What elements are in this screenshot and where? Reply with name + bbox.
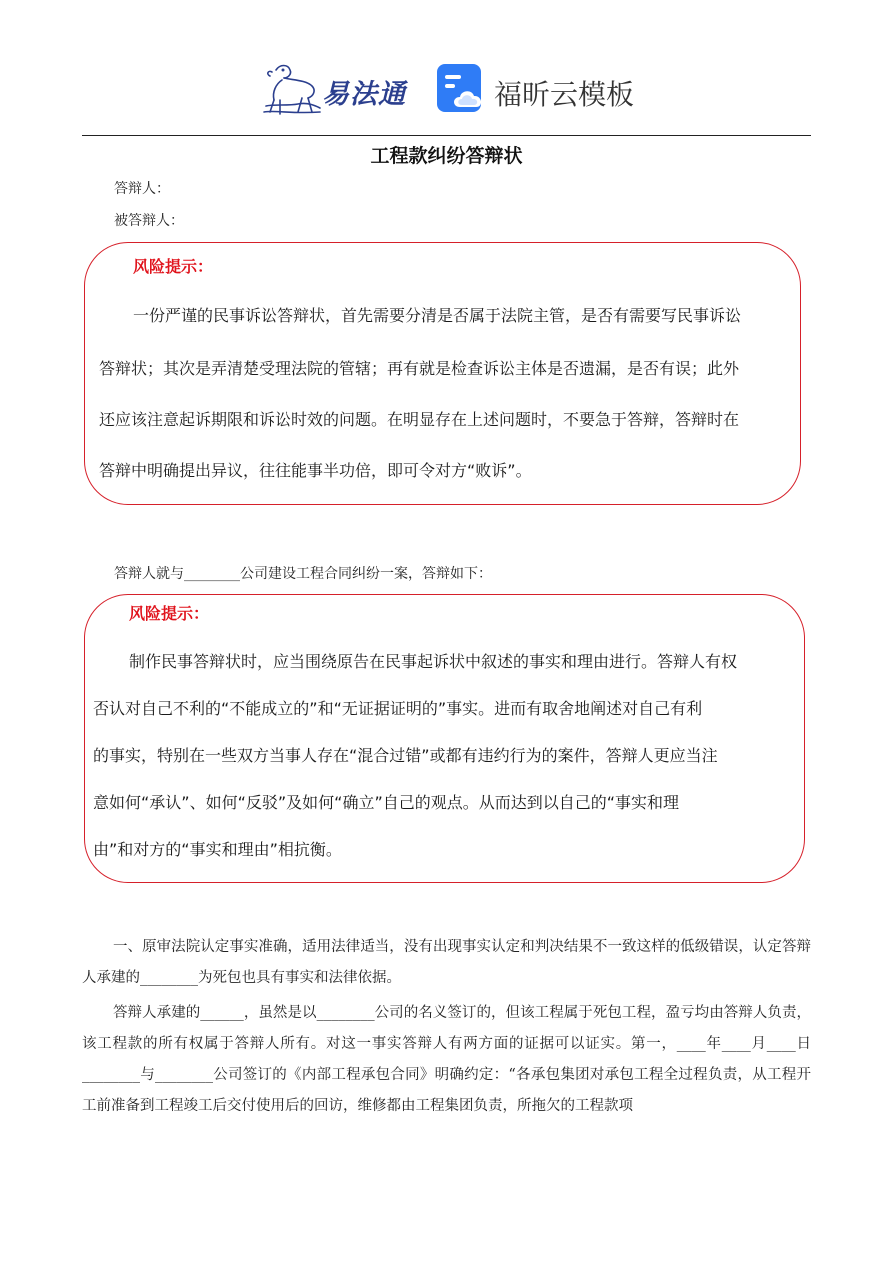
logo-left-text: 易法通 <box>322 79 406 110</box>
claimant-label: 被答辩人： <box>114 213 184 229</box>
header-divider <box>82 135 811 136</box>
body-paragraph-2: 答辩人承建的______，虽然是以________公司的名义签订的，但该工程属于死包工程，盈亏均由答辩人负责，该工程款的所有权属于答辩人所有。对这一事实答辩人有两方面的证据可以证实。第一，____年____月____日________与________公司签订的《内部工程承包合同》明确约定：“各承包集团对承包工程全过程负责，从工程开工前准备到工程竣工后交付使用后的回访，维修都由工程集团负责，所拖欠的工程款项 <box>82 1005 811 1114</box>
document-title: 工程款纠纷答辩状 <box>370 145 523 167</box>
body-paragraph-1: 一、原审法院认定事实准确，适用法律适当，没有出现事实认定和判决结果不一致这样的低级错误，认定答辩人承建的________为死包也具有事实和法律依据。 <box>82 939 811 986</box>
risk-warning-line: 否认对自己不利的“不能成立的”和“无证据证明的”事实。进而有取舍地阐述对自己有利 <box>93 699 703 718</box>
risk-warning-box-1 <box>84 242 801 505</box>
header <box>0 58 893 122</box>
intro-statement: 答辩人就与________公司建设工程合同纠纷一案，答辩如下： <box>114 566 492 582</box>
risk-warning-title: 风险提示： <box>129 604 210 623</box>
logo-right-text: 福昕云模板 <box>494 78 635 111</box>
risk-warning-line: 制作民事答辩状时，应当围绕原告在民事起诉状中叙述的事实和理由进行。答辩人有权 <box>129 652 738 671</box>
risk-warning-line: 由”和对方的“事实和理由”相抗衡。 <box>93 840 342 859</box>
risk-warning-title: 风险提示： <box>133 257 214 276</box>
risk-warning-line: 还应该注意起诉期限和诉讼时效的问题。在明显存在上述问题时，不要急于答辩，答辩时在 <box>99 410 740 429</box>
yifatong-logo <box>262 62 412 118</box>
foxit-template-logo <box>436 63 666 119</box>
horse-icon <box>262 62 324 118</box>
risk-warning-line: 意如何“承认”、如何“反驳”及如何“确立”自己的观点。从而达到以自己的“事实和理 <box>93 793 680 812</box>
respondent-label: 答辩人： <box>114 181 170 197</box>
risk-warning-line: 答辩状；其次是弄清楚受理法院的管辖；再有就是检查诉讼主体是否遗漏，是否有误；此外 <box>99 359 740 378</box>
risk-warning-line: 一份严谨的民事诉讼答辩状，首先需要分清是否属于法院主管，是否有需要写民事诉讼 <box>133 306 742 325</box>
risk-warning-line: 答辩中明确提出异议，往往能事半功倍，即可令对方“败诉”。 <box>99 461 532 480</box>
cloud-document-icon <box>436 63 486 115</box>
risk-warning-box-2 <box>84 594 805 883</box>
risk-warning-line: 的事实，特别在一些双方当事人存在“混合过错”或都有违约行为的案件，答辩人更应当注 <box>93 746 718 765</box>
